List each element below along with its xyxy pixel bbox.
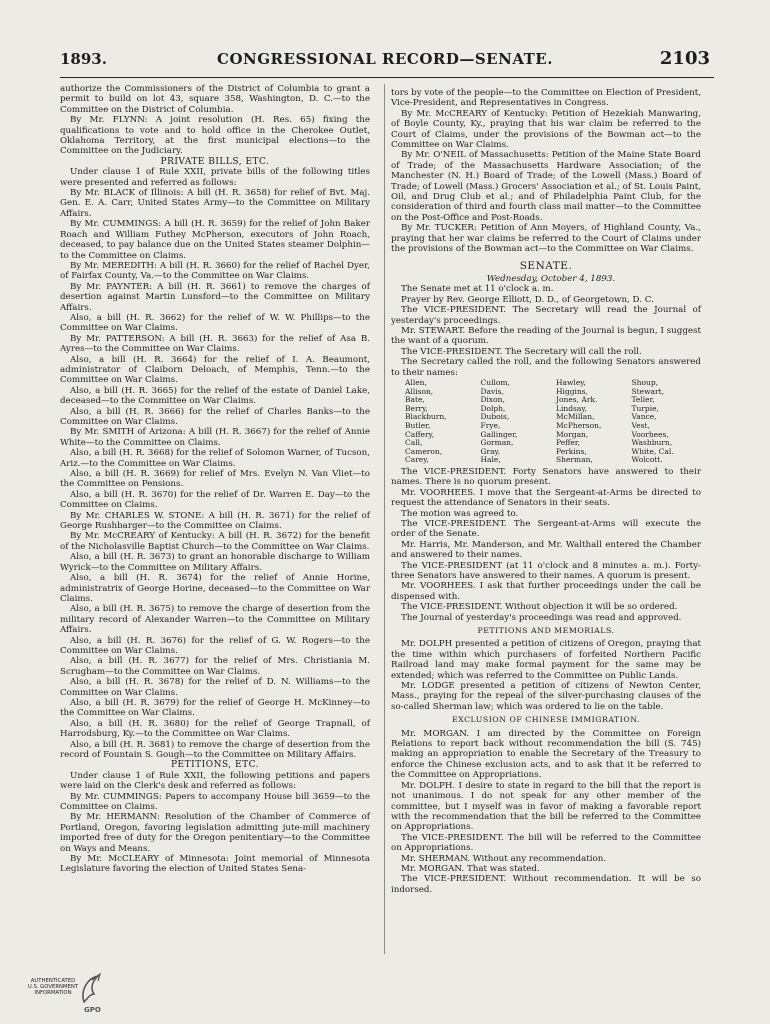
paragraph: By Mr. TUCKER: Petition of Ann Moyers, of Highland County, Va., praying that her war claims be referred to the Court of Claims under the provisions of the Bowman act—to the Committee on War Claims. bbox=[391, 223, 701, 255]
page-header bbox=[60, 50, 710, 72]
paragraph: The VICE-PRESIDENT. The Secretary will read the Journal of yesterday's proceedings. bbox=[391, 305, 701, 326]
paragraph: Also, a bill (H. R. 3669) for relief of Mrs. Evelyn N. Van Vliet—to the Committee on Pensions. bbox=[60, 469, 370, 490]
senator-name: Voorhees, bbox=[631, 429, 669, 439]
paragraph: Also, a bill (H. R. 3668) for the relief of Solomon Warner, of Tucson, Ariz.—to the Committee on War Claims. bbox=[60, 448, 370, 469]
paragraph: By Mr. MEREDITH: A bill (H. R. 3660) for the relief of Rachel Dyer, of Fairfax County, Va.—to the Committee on War Claims. bbox=[60, 260, 370, 282]
senator-name: McPherson, bbox=[556, 420, 602, 430]
paragraph: Also, a bill (H. R. 3665) for the relief of the estate of Daniel Lake, deceased—to the Committee on War Claims. bbox=[60, 385, 370, 407]
senator-name: Frye, bbox=[480, 420, 501, 430]
senator-name: White, Cal. bbox=[631, 446, 674, 456]
section-heading: PRIVATE BILLS, ETC. bbox=[160, 156, 270, 167]
logo-line: AUTHENTICATED bbox=[30, 978, 76, 984]
senator-name: Stewart, bbox=[631, 386, 664, 396]
senator-name: Teller, bbox=[631, 395, 655, 405]
senator-name: Wolcott. bbox=[631, 455, 663, 465]
paragraph: Also, a bill (H. R. 3666) for the relief of Charles Banks—to the Committee on War Claims. bbox=[60, 406, 370, 427]
paragraph: authorize the Commissioners of the District of Columbia to grant a permit to build on lot 43, square 358, Washington, D. C.—to the Committee on the District of Columbia. bbox=[60, 84, 370, 115]
senator-name: Berry, bbox=[405, 403, 428, 413]
paragraph: Under clause 1 of Rule XXII, the following petitions and papers were laid on the Clerk's desk and referred as follows: bbox=[60, 770, 370, 792]
senator-name: Lindsay, bbox=[556, 403, 587, 413]
roll-call-names bbox=[391, 379, 701, 465]
senator-name: Allen, bbox=[405, 377, 427, 387]
senator-name: Gallinger, bbox=[480, 429, 518, 439]
paragraph: Also, a bill (H. R. 3680) for the relief of George Trapnall, of Harrodsburg, Ky.—to the Committee on War Claims. bbox=[60, 718, 370, 740]
paragraph: By Mr. BLACK of Illinois: A bill (H. R. 3658) for relief of Bvt. Maj. Gen. E. A. Carr, United States Army—to the Committee on Military Affairs. bbox=[60, 188, 370, 219]
paragraph: Also, a bill (H. R. 3662) for the relief of W. W. Phillips—to the Committee on War Claims. bbox=[60, 312, 370, 334]
paragraph: Mr. MORGAN. I am directed by the Committee on Foreign Relations to report back without recommendation the bill (S. 745) making an appropriation to enable the Secretary of the Treasury to enforce the Chinese exclusion acts, and to ask that it be referred to the Committee on Appropriations. bbox=[391, 728, 701, 781]
paragraph: The VICE-PRESIDENT. The bill will be referred to the Committee on Appropriations. bbox=[391, 832, 701, 854]
section-heading: PETITIONS, ETC. bbox=[170, 760, 260, 771]
senator-name: Washburn, bbox=[631, 438, 673, 448]
senator-name: Gray, bbox=[480, 446, 501, 456]
senator-name: McMillan, bbox=[556, 412, 595, 422]
paragraph: Also, a bill (H. R. 3664) for the relief of I. A. Beaumont, administrator of Claiborn Deloach, of Memphis, Tenn.—to the Committee on War Claims. bbox=[60, 354, 370, 386]
subsection-heading: EXCLUSION OF CHINESE IMMIGRATION. bbox=[451, 715, 641, 725]
paragraph: By Mr. FLYNN: A joint resolution (H. Res. 65) fixing the qualifications to vote and to hold office in the Cherokee Outlet, Oklahoma Territory, at the first municipal elections—to the Committee on the Judiciary. bbox=[60, 115, 370, 157]
paragraph: Also, a bill (H. R. 3670) for the relief of Dr. Warren E. Day—to the Committee on Claims. bbox=[60, 489, 370, 511]
paragraph: The Journal of yesterday's proceedings was read and approved. bbox=[401, 612, 682, 623]
left-column bbox=[60, 84, 370, 875]
paragraph: The VICE-PRESIDENT. Without objection it will be so ordered. bbox=[401, 602, 678, 613]
roll-call-column bbox=[481, 379, 551, 465]
senator-name: Perkins, bbox=[556, 446, 587, 456]
paragraph: By Mr. McCREARY of Kentucky: A bill (H. R. 3672) for the benefit of the Nicholasville Baptist Church—to the Committee on War Claims. bbox=[60, 531, 370, 552]
paragraph: By Mr. McCLEARY of Minnesota: Joint memorial of Minnesota Legislature favoring the election of United States Sena- bbox=[60, 854, 370, 875]
paragraph: Mr. SHERMAN. Without any recommendation. bbox=[401, 853, 607, 864]
paragraph: Mr. VOORHEES. I ask that further proceedings under the call be dispensed with. bbox=[391, 581, 701, 602]
senator-name: Shoup, bbox=[631, 377, 658, 387]
paragraph: The Secretary called the roll, and the following Senators answered to their names: bbox=[391, 357, 701, 378]
paragraph: The Senate met at 11 o'clock a. m. bbox=[401, 284, 554, 295]
senator-name: Call, bbox=[405, 438, 423, 448]
subsection-heading: PETITIONS AND MEMORIALS. bbox=[477, 626, 615, 635]
paragraph: Mr. DOLPH. I desire to state in regard to the bill that the report is not unanimous. I do not speak for any other member of the committee, but I myself was in favor of making a favorable report with the recommendation that the bill be referred to the Committee on Appropriations. bbox=[391, 780, 701, 833]
senator-name: Sherman, bbox=[556, 455, 593, 465]
senator-name: Cullom, bbox=[480, 377, 510, 387]
paragraph: By Mr. HERMANN: Resolution of the Chamber of Commerce of Portland, Oregon, favoring legislation admitting jute-mill machinery imported free of duty for the Oregon penitentiary—to the Committee on Ways and Means. bbox=[60, 812, 370, 854]
gpo-authentication-logo bbox=[26, 972, 136, 1018]
paragraph: The VICE-PRESIDENT. The Sergeant-at-Arms will execute the order of the Senate. bbox=[391, 518, 701, 540]
senator-name: Gorman, bbox=[480, 438, 514, 448]
logo-line: U.S. GOVERNMENT bbox=[27, 984, 79, 990]
paragraph: Prayer by Rev. George Elliott, D. D., of Georgetown, D. C. bbox=[401, 294, 654, 305]
paragraph: By Mr. McCREARY of Kentucky: Petition of Hezekiah Manwaring, of Boyle County, Ky., praying that his war claim be referred to the Court of Claims, under the provisions of the Bowman act—to the Committee on War Claims. bbox=[391, 108, 701, 151]
paragraph: By Mr. O'NEIL of Massachusetts: Petition of the Maine State Board of Trade; of the Massachusetts Hardware Association; of the Manchester (N. H.) Board of Trade; of the Lowell (Mass.) Board of Trade; of Lowell (Mass.) Grocers' Association et al.; of St. Louis Paint, Oil, and Drug Club et al.; and of Philadelphia Paint Club, for the consideration of third and fourth class mail matter—to the Committee on the Post-Office and Post-Roads. bbox=[391, 150, 701, 223]
paragraph: Under clause 1 of Rule XXII, private bills of the following titles were presented and referred as follows: bbox=[60, 167, 370, 188]
paragraph: By Mr. CUMMINGS: A bill (H. R. 3659) for the relief of John Baker Roach and William Futhey McPherson, executors of John Roach, deceased, to pay balance due on the United States steamer Dolphin—to the Committee on Claims. bbox=[60, 219, 370, 261]
roll-call-column bbox=[556, 379, 626, 465]
paragraph: Mr. STEWART. Before the reading of the Journal is begun, I suggest the want of a quorum. bbox=[391, 325, 701, 347]
header-page-number: 2103 bbox=[659, 48, 710, 69]
senator-name: Morgan, bbox=[556, 429, 589, 439]
header-title: CONGRESSIONAL RECORD—SENATE. bbox=[217, 50, 553, 68]
paragraph: Also, a bill (H. R. 3678) for the relief of D. N. Williams—to the Committee on War Claims. bbox=[60, 677, 370, 698]
senator-name: Hale, bbox=[480, 455, 501, 465]
session-date: Wednesday, October 4, 1893. bbox=[486, 273, 616, 284]
senator-name: Bate, bbox=[405, 395, 425, 405]
senator-name: Caffery, bbox=[405, 429, 435, 439]
senator-name: Peffer, bbox=[556, 438, 581, 448]
paragraph: By Mr. CUMMINGS: Papers to accompany House bill 3659—to the Committee on Claims. bbox=[60, 791, 370, 813]
paragraph: The VICE-PRESIDENT (at 11 o'clock and 8 minutes a. m.). Forty-three Senators have answered to their names. A quorum is present. bbox=[391, 560, 701, 581]
senator-name: Butler, bbox=[405, 420, 431, 430]
right-column bbox=[391, 88, 701, 895]
senator-name: Dolph, bbox=[480, 403, 506, 413]
column-divider bbox=[384, 84, 385, 954]
logo-text bbox=[26, 978, 80, 996]
paragraph: Also, a bill (H. R. 3679) for the relief of George H. McKinney—to the Committee on War Claims. bbox=[60, 697, 370, 719]
paragraph: Mr. LODGE presented a petition of citizens of Newton Center, Mass., praying for the repeal of the silver-purchasing clauses of the so-called Sherman law; which was ordered to lie on the table. bbox=[391, 681, 701, 712]
senator-name: Blackburn, bbox=[405, 412, 447, 422]
paragraph: Mr. MORGAN. That was stated. bbox=[401, 863, 540, 874]
senator-name: Turpie, bbox=[631, 403, 659, 413]
senator-name: Davis, bbox=[480, 386, 504, 396]
paragraph: Mr. Harris, Mr. Manderson, and Mr. Walthall entered the Chamber and answered to their names. bbox=[391, 539, 701, 561]
paragraph: Also, a bill (H. R. 3681) to remove the charge of desertion from the record of Fountain S. Gough—to the Committee on Military Affairs. bbox=[60, 739, 370, 760]
paragraph: Also, a bill (H. R. 3677) for the relief of Mrs. Christiania M. Scrugham—to the Committee on War Claims. bbox=[60, 656, 370, 677]
senator-name: Allison, bbox=[405, 386, 434, 396]
paragraph: Mr. DOLPH presented a petition of citizens of Oregon, praying that the time within which purchasers of forfeited Northern Pacific Railroad land may make formal payment for the same may be extended; which was referred to the Committee on Public Lands. bbox=[391, 639, 701, 681]
roll-call-column bbox=[405, 379, 475, 465]
senator-name: Vest, bbox=[631, 420, 650, 430]
paragraph: Also, a bill (H. R. 3673) to grant an honorable discharge to William Wyrick—to the Committee on Military Affairs. bbox=[60, 552, 370, 573]
roll-call-column bbox=[632, 379, 702, 465]
paragraph: By Mr. PAYNTER: A bill (H. R. 3661) to remove the charges of desertion against Martin Lunsford—to the Committee on Military Affairs. bbox=[60, 281, 370, 313]
logo-mark: GPO bbox=[84, 1006, 101, 1014]
senator-name: Dubois, bbox=[480, 412, 510, 422]
paragraph: By Mr. CHARLES W. STONE: A bill (H. R. 3671) for the relief of George Rushbarger—to the Committee on Claims. bbox=[60, 510, 370, 532]
senator-name: Hawley, bbox=[556, 377, 586, 387]
senator-name: Higgins, bbox=[556, 386, 589, 396]
header-year: 1893. bbox=[60, 50, 107, 68]
paragraph: Also, a bill (H. R. 3675) to remove the charge of desertion from the military record of Alexander Warren—to the Committee on Military Affairs. bbox=[60, 604, 370, 636]
paragraph: tors by vote of the people—to the Committee on Election of President, Vice-President, and Representatives in Congress. bbox=[391, 88, 701, 109]
senator-name: Cameron, bbox=[405, 446, 443, 456]
senator-name: Dixon, bbox=[480, 395, 505, 405]
senate-heading: SENATE. bbox=[519, 259, 573, 272]
paragraph: The VICE-PRESIDENT. Forty Senators have answered to their names. There is no quorum present. bbox=[391, 466, 701, 488]
header-rule bbox=[60, 77, 714, 78]
paragraph: The VICE-PRESIDENT. The Secretary will call the roll. bbox=[401, 346, 642, 357]
paragraph: By Mr. PATTERSON: A bill (H. R. 3663) for the relief of Asa B. Ayres—to the Committee on War Claims. bbox=[60, 333, 370, 355]
eagle-icon bbox=[78, 972, 104, 1008]
paragraph: Also, a bill (H. R. 3676) for the relief of G. W. Rogers—to the Committee on War Claims. bbox=[60, 635, 370, 656]
paragraph: By Mr. SMITH of Arizona: A bill (H. R. 3667) for the relief of Annie White—to the Committee on Claims. bbox=[60, 427, 370, 448]
senator-name: Jones, Ark. bbox=[556, 395, 598, 405]
paragraph: Also, a bill (H. R. 3674) for the relief of Annie Horine, administratrix of George Horine, deceased—to the Committee on War Claims. bbox=[60, 573, 370, 604]
paragraph: Mr. VOORHEES. I move that the Sergeant-at-Arms be directed to request the attendance of Senators in their seats. bbox=[391, 487, 701, 509]
paragraph: The motion was agreed to. bbox=[401, 508, 519, 519]
senator-name: Carey, bbox=[405, 455, 429, 465]
paragraph: The VICE-PRESIDENT. Without recommendation. It will be so indorsed. bbox=[391, 874, 701, 895]
senator-name: Vance, bbox=[631, 412, 657, 422]
logo-line: INFORMATION bbox=[34, 990, 72, 996]
